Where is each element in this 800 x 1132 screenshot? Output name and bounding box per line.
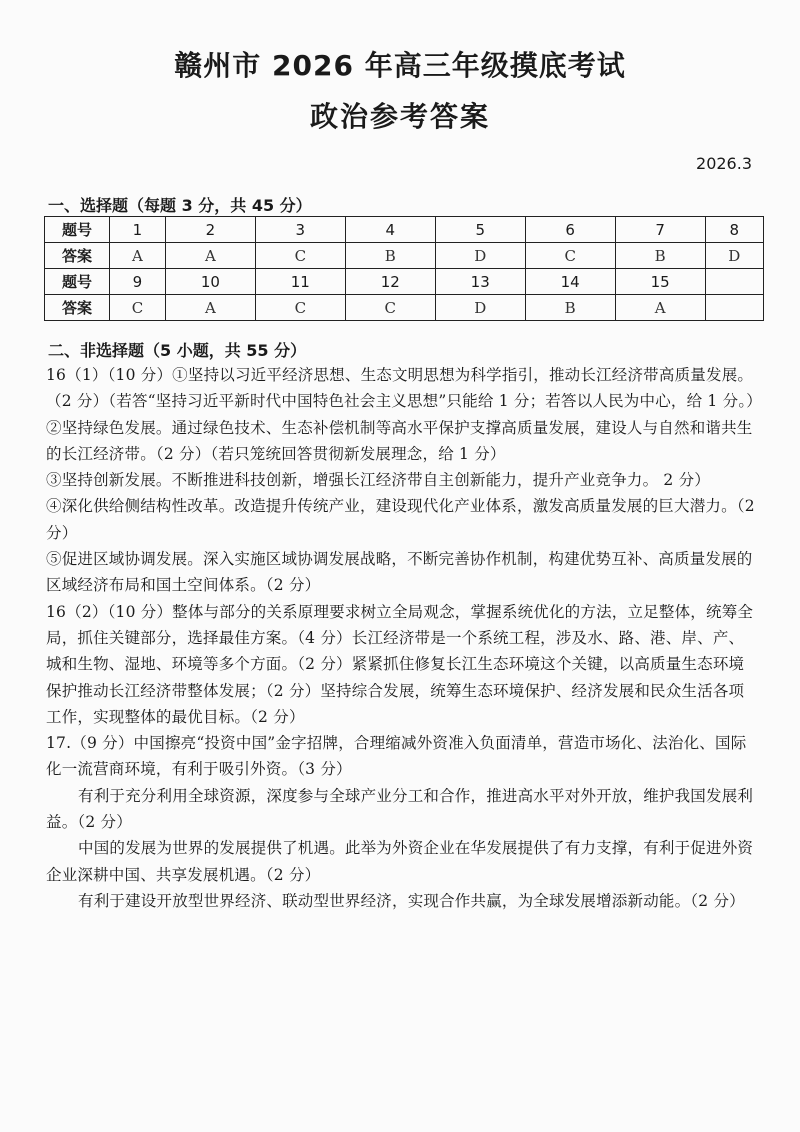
question-number: 13 (435, 269, 525, 295)
answer-cell: D (435, 295, 525, 321)
table-row (45, 243, 764, 269)
answer-cell: C (110, 295, 166, 321)
answer-paragraph: ②坚持绿色发展。通过绿色技术、生态补偿机制等高水平保护支撑高质量发展，建设人与自然和谐共生的长江经济带。（2 分）（若只笼统回答贯彻新发展理念，给 1 分） (46, 418, 753, 463)
answer-cell: B (345, 243, 435, 269)
answer-cell: A (615, 295, 705, 321)
table-row (45, 269, 764, 295)
question-number: 4 (345, 217, 435, 243)
question-number: 5 (435, 217, 525, 243)
question-number: 14 (525, 269, 615, 295)
answer-cell: B (525, 295, 615, 321)
answer-cell: C (345, 295, 435, 321)
table-row (45, 217, 764, 243)
page-title: 赣州市 2026 年高三年级摸底考试 (174, 49, 626, 82)
answer-paragraph: ⑤促进区域协调发展。深入实施区域协调发展战略，不断完善协作机制，构建优势互补、高质量发展的区域经济布局和国土空间体系。（2 分） (46, 550, 753, 595)
question-number: 10 (165, 269, 255, 295)
answer-cell: B (615, 243, 705, 269)
question-number: 8 (705, 217, 763, 243)
answer-cell: C (525, 243, 615, 269)
question-number: 3 (255, 217, 345, 243)
answer-cell: A (165, 295, 255, 321)
answer-body (46, 362, 762, 914)
row-label: 题号 (45, 269, 110, 295)
row-label: 题号 (45, 217, 110, 243)
answer-paragraph: 有利于建设开放型世界经济、联动型世界经济，实现合作共赢，为全球发展增添新动能。（2 分） (78, 891, 745, 910)
table-row (45, 295, 764, 321)
question-number: 6 (525, 217, 615, 243)
answer-cell: C (255, 243, 345, 269)
section-1-heading: 一、选择题（每题 3 分，共 45 分） (48, 196, 312, 215)
row-label: 答案 (45, 243, 110, 269)
question-number: 9 (110, 269, 166, 295)
question-number: 12 (345, 269, 435, 295)
answer-cell: A (165, 243, 255, 269)
answer-paragraph: 16（1）（10 分）①坚持以习近平经济思想、生态文明思想为科学指引，推动长江经济带高质量发展。（2 分）（若答“坚持习近平新时代中国特色社会主义思想”只能给 1 分；若答以人民为中心，给 1 分。） (46, 366, 762, 411)
page-subtitle: 政治参考答案 (309, 100, 490, 133)
answer-cell (705, 295, 763, 321)
answer-table (44, 216, 764, 321)
answer-cell: A (110, 243, 166, 269)
question-number (705, 269, 763, 295)
answer-paragraph: ③坚持创新发展。不断推进科技创新，增强长江经济带自主创新能力，提升产业竞争力。 2 分） (46, 471, 711, 490)
question-number: 2 (165, 217, 255, 243)
answer-paragraph: 16（2）（10 分）整体与部分的关系原理要求树立全局观念，掌握系统优化的方法，立足整体，统筹全局，抓住关键部分，选择最佳方案。（4 分）长江经济带是一个系统工程，涉及水、路、港、岸、产、城和生物、湿地、环境等多个方面。（2 分）紧紧抓住修复长江生态环境这个关键，以高质量生态环境保护推动长江经济带整体发展；（2 分）坚持综合发展，统筹生态环境保护、经济发展和民众生活各项工作，实现整体的最优目标。（2 分） (46, 602, 754, 726)
answer-paragraph: ④深化供给侧结构性改革。改造提升传统产业，建设现代化产业体系，激发高质量发展的巨大潜力。（2 分） (46, 497, 755, 542)
question-number: 11 (255, 269, 345, 295)
question-number: 15 (615, 269, 705, 295)
exam-date: 2026.3 (696, 154, 752, 173)
answer-cell: D (705, 243, 763, 269)
answer-paragraph: 17.（9 分）中国擦亮“投资中国”金字招牌，合理缩减外资准入负面清单，营造市场化、法治化、国际化一流营商环境，有利于吸引外资。（3 分） (46, 734, 747, 779)
question-number: 7 (615, 217, 705, 243)
question-number: 1 (110, 217, 166, 243)
answer-paragraph: 中国的发展为世界的发展提供了机遇。此举为外资企业在华发展提供了有力支撑，有利于促进外资企业深耕中国、共享发展机遇。（2 分） (46, 839, 754, 884)
answer-paragraph: 有利于充分利用全球资源，深度参与全球产业分工和合作，推进高水平对外开放，维护我国发展利益。（2 分） (46, 786, 754, 832)
row-label: 答案 (45, 295, 110, 321)
section-2-heading: 二、非选择题（5 小题，共 55 分） (48, 341, 307, 360)
answer-cell: D (435, 243, 525, 269)
answer-cell: C (255, 295, 345, 321)
